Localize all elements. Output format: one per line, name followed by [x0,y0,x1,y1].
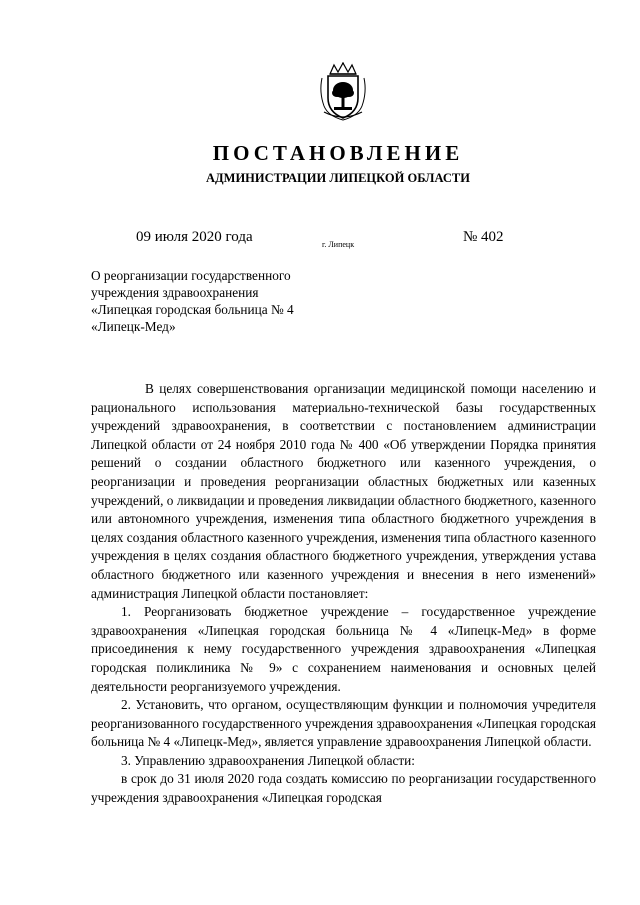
coat-of-arms-icon [318,62,368,122]
document-date: 09 июля 2020 года [136,229,253,245]
clause-paragraph: 3. Управлению здравоохранения Липецкой области: [121,752,415,768]
subject-line: «Липецк-Мед» [91,319,176,334]
document-title: ПОСТАНОВЛЕНИЕ [212,141,464,165]
issuing-authority: АДМИНИСТРАЦИИ ЛИПЕЦКОЙ ОБЛАСТИ [206,171,470,185]
clause-paragraph: 1. Реорганизовать бюджетное учреждение – государственное учреждение здравоохранения «Липецкая городская больница № 4 «Липецк-Мед» в форме присоединения к нему государственного учреждения здравоохранения «Липецкая городская поликлиника № 9» с сохранением наименования и основных целей деятельности реорганизуемого учреждения. [91,604,596,694]
clause-paragraph: 2. Установить, что органом, осуществляющим функции и полномочия учредителя реорганизованного государственного учреждения здравоохранения «Липецкая городская больница № 4 «Липецк-Мед», является управление здравоохранения Липецкой области. [91,697,596,750]
document-subject [91,267,294,335]
subject-line: О реорганизации государственного [91,268,291,283]
preamble-paragraph: В целях совершенствования организации медицинской помощи населению и рационального использования материально-технической базы государственных учреждений здравоохранения, в соответствии с постановлением администрации Липецкой области от 24 ноября 2010 года № 400 «Об утверждении Порядка принятия решений о создании областного бюджетного или казенного учреждения, о реорганизации и проведения реорганизации областных бюджетных или казенных учреждений, о ликвидации и проведения ликвидации областного бюджетного, казенного или автономного учреждения, изменения типа областного бюджетного учреждения в целях создания областного казенного учреждения, изменения типа областного казенного учреждения в целях создания областного бюджетного учреждения, утверждения устава областного бюджетного или казенного учреждения и внесения в него изменений» администрация Липецкой области постановляет: [91,381,596,601]
subject-line: «Липецкая городская больница № 4 [91,302,294,317]
document-number: № 402 [463,229,504,245]
clause-paragraph: в срок до 31 июля 2020 года создать комиссию по реорганизации государственного учреждения здравоохранения «Липецкая городская [91,771,596,806]
subject-line: учреждения здравоохранения [91,285,259,300]
document-body [91,380,596,808]
document-place: г. Липецк [322,240,355,249]
